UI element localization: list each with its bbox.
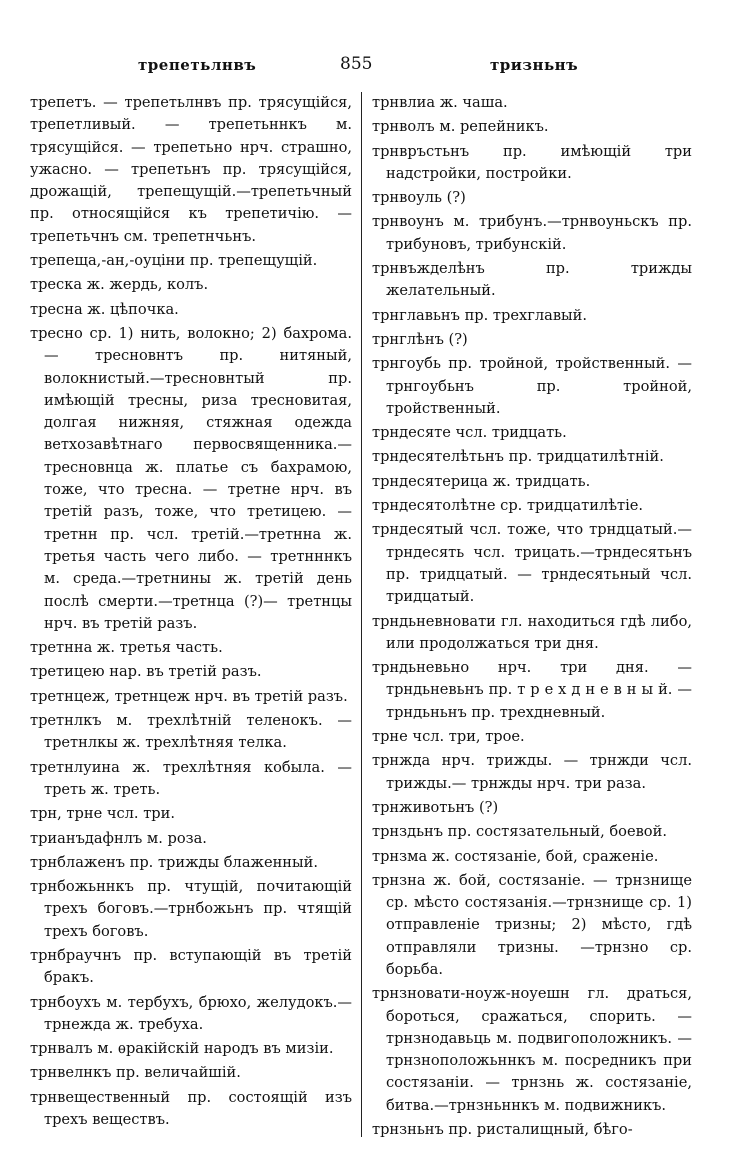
dictionary-entry: трнбожьннкъ пр. чтущій, почитающій трехъ боговъ.—трнбожьнъ пр. чтящій трехъ боговъ. (30, 878, 352, 940)
dictionary-entry: трнвоунъ м. трибунъ.—трнвоуньскъ пр. трибуновъ, трибунскій. (372, 213, 692, 253)
dictionary-entry: трнбраучнъ пр. вступающій въ третій бракъ. (30, 946, 352, 987)
left-column (30, 92, 352, 1151)
dictionary-entry: трнздьнъ пр. состязательный, боевой. (372, 823, 667, 841)
dictionary-entry: трнвоуль (?) (372, 189, 466, 207)
dictionary-entry: трнзновати-ноуж-ноуешн гл. драться, бороться, сражаться, спорить. —трнзнодавьць м. подвигоположникъ. — трнзноположьннкъ м. посредникъ при состязаніи. — трнзнь ж. состязаніе, битва.—трнзньннкъ м. подвижникъ. (372, 985, 692, 1114)
column-divider (361, 92, 362, 1137)
dictionary-entry: трне чсл. три, трое. (372, 728, 525, 746)
dictionary-entry: третнна ж. третья часть. (30, 639, 223, 657)
dictionary-entry: трнглавьнъ пр. трехглавый. (372, 306, 588, 324)
dictionary-entry: трндесятый чсл. тоже, что трндцатый.—трндесять чсл. трицать.—трндесятьнъ пр. тридцатый. — трндесятьный чсл. тридцатый. (372, 521, 692, 606)
dictionary-entry: трепеща,-ан,-оуціни пр. трепещущій. (30, 252, 318, 270)
dictionary-entry: трнволъ м. репейникъ. (372, 118, 549, 136)
page-number: 855 (340, 54, 373, 74)
dictionary-entry: трндесятерица ж. тридцать. (372, 472, 591, 490)
dictionary-entry: трнблаженъ пр. трижды блаженный. (30, 853, 319, 871)
dictionary-entry: трн, трне чсл. три. (30, 805, 175, 823)
dictionary-entry: тресна ж. цѣпочка. (30, 300, 179, 318)
dictionary-entry: трндьневьно нрч. три дня. — трндьневьнъ пр. т р е х д н е в н ы й. — трндьньнъ пр. трехдневный. (372, 659, 692, 721)
dictionary-entry: трнжда нрч. трижды. — трнжди чсл. трижды.— трнжды нрч. три раза. (372, 752, 692, 792)
dictionary-entry: третицею нар. въ третій разъ. (30, 663, 262, 681)
dictionary-entry: трндесятелѣтьнъ пр. тридцатилѣтній. (372, 448, 664, 466)
dictionary-entry: трнгоубь пр. тройной, тройственный. — трнгоубьнъ пр. тройной, тройственный. (372, 355, 692, 417)
right-column (372, 92, 692, 1151)
header-left-headword: трепетьлнвъ (138, 56, 257, 74)
dictionary-entry: треска ж. жердь, колъ. (30, 276, 209, 294)
header-right-headword: тризньнъ (490, 56, 579, 74)
dictionary-entry: третнлкъ м. трехлѣтній теленокъ. — третнлкы ж. трехлѣтняя телка. (30, 712, 352, 752)
dictionary-entry: трнглѣнъ (?) (372, 330, 468, 348)
dictionary-entry: трндесяте чсл. тридцать. (372, 424, 567, 442)
dictionary-entry: трнвъжделѣнъ пр. трижды желательный. (372, 260, 692, 300)
dictionary-entry: трнзна ж. бой, состязаніе. — трнзнище ср. мѣсто состязанія.—трнзнище ср. 1) отправленіе тризны; 2) мѣсто, гдѣ отправляли тризны. —трнзно ср. борьба. (372, 871, 692, 978)
dictionary-entry: тресно ср. 1) нить, волокно; 2) бахрома. — тресновнтъ пр. нитяный, волокнистый.—тресновнтый пр. имѣющій тресны, риза тресновитая, долгая нижняя, стяжная одежда ветхозавѣтнаго первосвященника.—тресновнца ж. платье съ бахрамою, тоже, что тресна. — третне нрч. въ третій разъ, тоже, что третицею. — третнн пр. чсл. третій.—третнна ж. третья часть чего либо. — третнннкъ м. среда.—третнины ж. третій день послѣ смерти.—третнца (?)— третнцы нрч. въ третій разъ. (30, 324, 352, 632)
dictionary-entry: трнвалъ м. ѳракійскій народъ въ мизіи. (30, 1040, 334, 1058)
dictionary-entry: трианъдафнлъ м. роза. (30, 829, 207, 847)
dictionary-entry: трнзма ж. состязаніе, бой, сраженіе. (372, 847, 659, 865)
dictionary-entry: трндесятолѣтне ср. тридцатилѣтіе. (372, 497, 644, 515)
dictionary-entry: трнвелнкъ пр. величайшій. (30, 1064, 241, 1082)
dictionary-entry: третнлуина ж. трехлѣтняя кобыла. —треть ж. треть. (30, 758, 352, 798)
dictionary-entry: трнвещественный пр. состоящій изъ трехъ веществъ. (30, 1088, 352, 1129)
dictionary-entry: трнвръстьнъ пр. имѣющій три надстройки, постройки. (372, 142, 692, 182)
dictionary-entry: трнживотьнъ (?) (372, 798, 499, 816)
dictionary-entry: трепетъ. — трепетьлнвъ пр. трясущійся, трепетливый. — трепетьннкъ м. трясущійся. — трепетьно нрч. страшно, ужасно. — трепетьнъ пр. трясущійся, дрожащій, трепещущій.—трепетьчный пр. относящійся къ трепетичію. — трепетьчнъ см. трепетнчьнъ. (30, 94, 352, 245)
dictionary-entry: третнцеж, третнцеж нрч. въ третій разъ. (30, 687, 348, 705)
dictionary-entry: трнзньнъ пр. ристалищный, бѣго- (372, 1121, 633, 1139)
dictionary-entry: трнвлиа ж. чаша. (372, 94, 508, 111)
page-header (30, 56, 723, 78)
dictionary-entry: трндьневновати гл. находиться гдѣ либо, или продолжаться три дня. (372, 612, 692, 652)
dictionary-entry: трнбоухъ м. тербухъ, брюхо, желудокъ.—трнежда ж. требуха. (30, 993, 352, 1033)
